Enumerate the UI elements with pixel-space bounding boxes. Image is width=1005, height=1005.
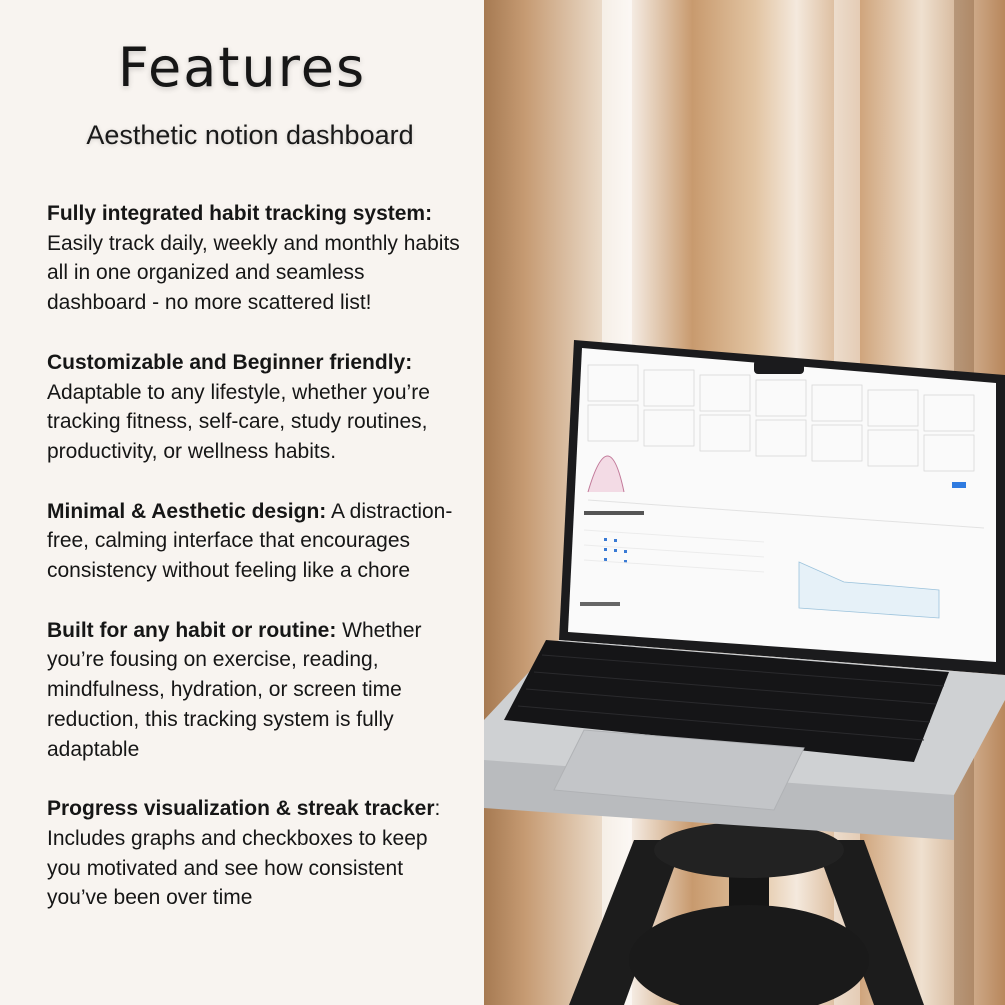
stand-base bbox=[629, 905, 869, 1005]
feature-text: Includes graphs and checkboxes to keep you motivated and see how consistent you’ve been over time bbox=[47, 826, 428, 910]
laptop-photo bbox=[484, 0, 1005, 1005]
feature-item bbox=[47, 348, 467, 467]
feature-heading: Customizable and Beginner friendly: bbox=[47, 350, 413, 374]
feature-heading: Progress visualization & streak tracker bbox=[47, 797, 435, 821]
feature-heading: Minimal & Aesthetic design: bbox=[47, 499, 327, 523]
screen-heading-1 bbox=[584, 511, 644, 515]
screen-button bbox=[952, 482, 966, 488]
screen-heading-2 bbox=[580, 602, 620, 606]
feature-heading: Built for any habit or routine: bbox=[47, 618, 337, 642]
features-panel bbox=[0, 0, 484, 1005]
feature-separator: : bbox=[434, 797, 441, 821]
feature-text: Easily track daily, weekly and monthly habits all in one organized and seamless dashboard - no more scattered list! bbox=[47, 231, 460, 315]
page-subtitle: Aesthetic notion dashboard bbox=[86, 120, 414, 150]
feature-list bbox=[47, 199, 467, 943]
feature-text: Whether you’re fousing on exercise, reading, mindfulness, hydration, or screen time reduction, this tracking system is fully adaptable bbox=[47, 618, 422, 761]
laptop-illustration bbox=[484, 0, 1005, 1005]
feature-item bbox=[47, 497, 467, 586]
page-title: Features bbox=[117, 36, 367, 99]
feature-text: Adaptable to any lifestyle, whether you’re tracking fitness, self-care, study routines, productivity, or wellness habits. bbox=[47, 380, 430, 463]
feature-item bbox=[47, 199, 467, 318]
feature-heading: Fully integrated habit tracking system: bbox=[47, 202, 433, 225]
feature-item bbox=[47, 616, 467, 765]
feature-item bbox=[47, 794, 467, 913]
camera-notch bbox=[754, 360, 804, 374]
feature-text: A distraction-free, calming interface that encourages consistency without feeling like a chore bbox=[47, 499, 453, 583]
